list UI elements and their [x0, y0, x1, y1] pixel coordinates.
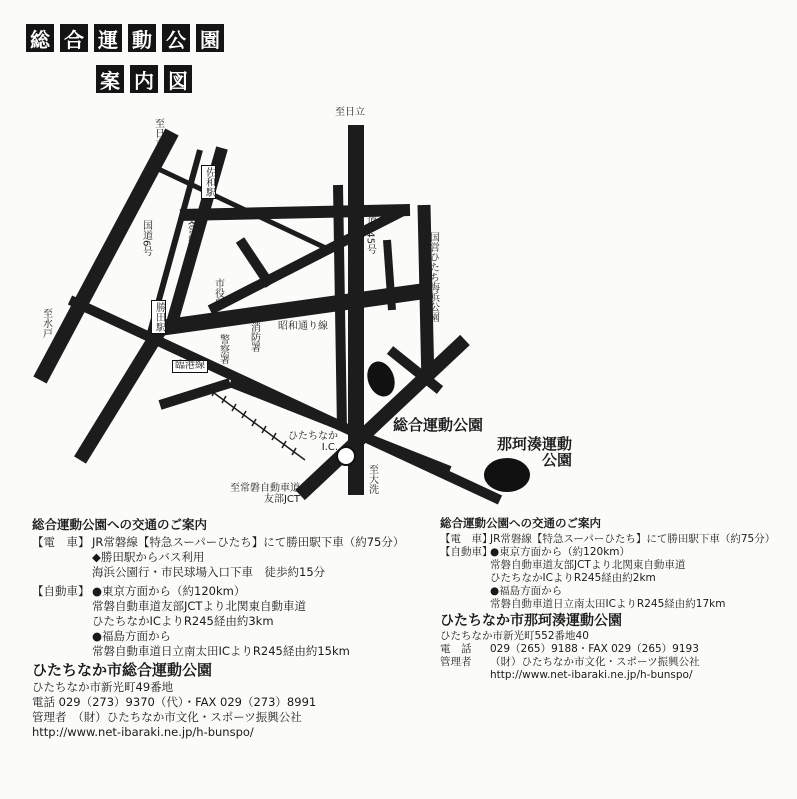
access-heading: 総合運動公園への交通のご案内 [440, 516, 601, 530]
car-label: 【自動車】 [32, 584, 90, 598]
phone-label: 電 話 [440, 643, 472, 655]
label-keisatsusho: 警察署 [217, 334, 229, 364]
title-char: 内 [130, 65, 158, 93]
facility-name: ひたちなか市那珂湊運動公園 [440, 613, 622, 629]
access-info-left [32, 517, 432, 740]
label-route6: 国道6号 [140, 220, 152, 257]
car-section [32, 584, 432, 659]
facility-name: ひたちなか市総合運動公園 [32, 661, 213, 679]
facility-manager: （財）ひたちなか市文化・スポーツ振興公社 [490, 656, 700, 668]
ic-marker [336, 446, 356, 466]
car-line: ●福島方面から [490, 585, 563, 597]
facility-manager: 管理者 （財）ひたちなか市文化・スポーツ振興公社 [32, 710, 302, 724]
title-char: 総 [26, 24, 54, 52]
facility-address: ひたちなか市新光町552番地40 [440, 630, 589, 642]
label-shobosho: 消防署 [248, 322, 260, 352]
title-char: 公 [162, 24, 190, 52]
label-shiyakusho: 市役所 [212, 278, 224, 308]
label-katsuta-station: 勝田駅 [151, 300, 166, 334]
car-line: ●福島方面から [92, 629, 172, 643]
road-left-south [80, 330, 160, 460]
title-char: 図 [164, 65, 192, 93]
label-sawa-station: 佐和駅 [201, 165, 216, 199]
label-hitachi-left: 至日立 [152, 118, 164, 148]
facility-url[interactable]: http://www.net-ibaraki.ne.jp/h-bunspo/ [490, 669, 693, 681]
manager-row [440, 656, 790, 669]
label-showa-dori: 昭和通り線 [278, 321, 328, 332]
label-jr-joban: JR常磐線 [185, 215, 197, 255]
car-line: 常磐自動車道日立南太田ICよりR245経由約15km [92, 644, 350, 658]
car-line: ●東京方面から（約120km） [490, 546, 631, 558]
railway-tick [252, 419, 256, 426]
train-line: JR常磐線【特急スーパーひたち】にて勝田駅下車（約75分） [490, 533, 776, 545]
title-char: 運 [94, 24, 122, 52]
sogo-park-marker [363, 358, 400, 401]
label-hitachi-top: 至日立 [335, 107, 365, 118]
label-ic: ひたちなか I.C. [288, 431, 338, 453]
car-line: ●東京方面から（約120km） [92, 584, 246, 598]
facility-phone: 029（265）9188・FAX 029（265）9193 [490, 643, 699, 655]
train-line: ◆勝田駅からバス利用 [92, 550, 205, 564]
train-section [32, 535, 432, 580]
car-section [440, 546, 790, 611]
car-line: ひたちなかICよりR245経由約3km [92, 614, 274, 628]
title-char: 動 [128, 24, 156, 52]
train-label: 【電 車】 [440, 533, 493, 545]
title-char: 園 [196, 24, 224, 52]
title-char: 案 [96, 65, 124, 93]
road-lower-diagonal [160, 383, 230, 405]
train-section [440, 533, 790, 546]
label-rinkou: 臨港線 [172, 360, 208, 373]
road-branch [240, 240, 270, 285]
label-oarai: 至大洗 [366, 464, 378, 494]
label-seaside-park: 国営ひたち海浜公園 [427, 232, 439, 322]
facility-url[interactable]: http://www.net-ibaraki.ne.jp/h-bunspo/ [32, 725, 254, 739]
facility-phone: 電話 029（273）9370（代）・FAX 029（273）8991 [32, 695, 317, 709]
label-route245: 国道245号 [364, 205, 376, 255]
phone-row [440, 643, 790, 656]
train-line: 海浜公園行・市民球場入口下車 徒歩約15分 [92, 565, 326, 579]
access-heading: 総合運動公園への交通のご案内 [32, 517, 208, 532]
car-line: 常磐自動車道友部JCTより北関東自動車道 [490, 559, 686, 571]
title-char: 合 [60, 24, 88, 52]
label-jct: 至常磐自動車道 友部JCT [230, 483, 300, 505]
railway-tick [282, 441, 286, 448]
label-mito-left: 至水戸 [40, 308, 52, 338]
manager-label: 管理者 [440, 656, 472, 668]
car-line: 常磐自動車道日立南太田ICよりR245経由約17km [490, 598, 726, 610]
access-info-right [440, 517, 790, 682]
car-line: ひたちなかICよりR245経由約2km [490, 572, 656, 584]
train-label: 【電 車】 [32, 535, 90, 549]
car-line: 常磐自動車道友部JCTより北関東自動車道 [92, 599, 306, 613]
facility-address: ひたちなか市新光町49番地 [32, 680, 174, 694]
car-label: 【自動車】 [440, 546, 493, 558]
label-nakaminato-park: 那珂湊運動 公園 [496, 435, 572, 469]
label-sogo-park: 総合運動公園 [393, 416, 484, 434]
train-line: JR常磐線【特急スーパーひたち】にて勝田駅下車（約75分） [92, 535, 405, 549]
